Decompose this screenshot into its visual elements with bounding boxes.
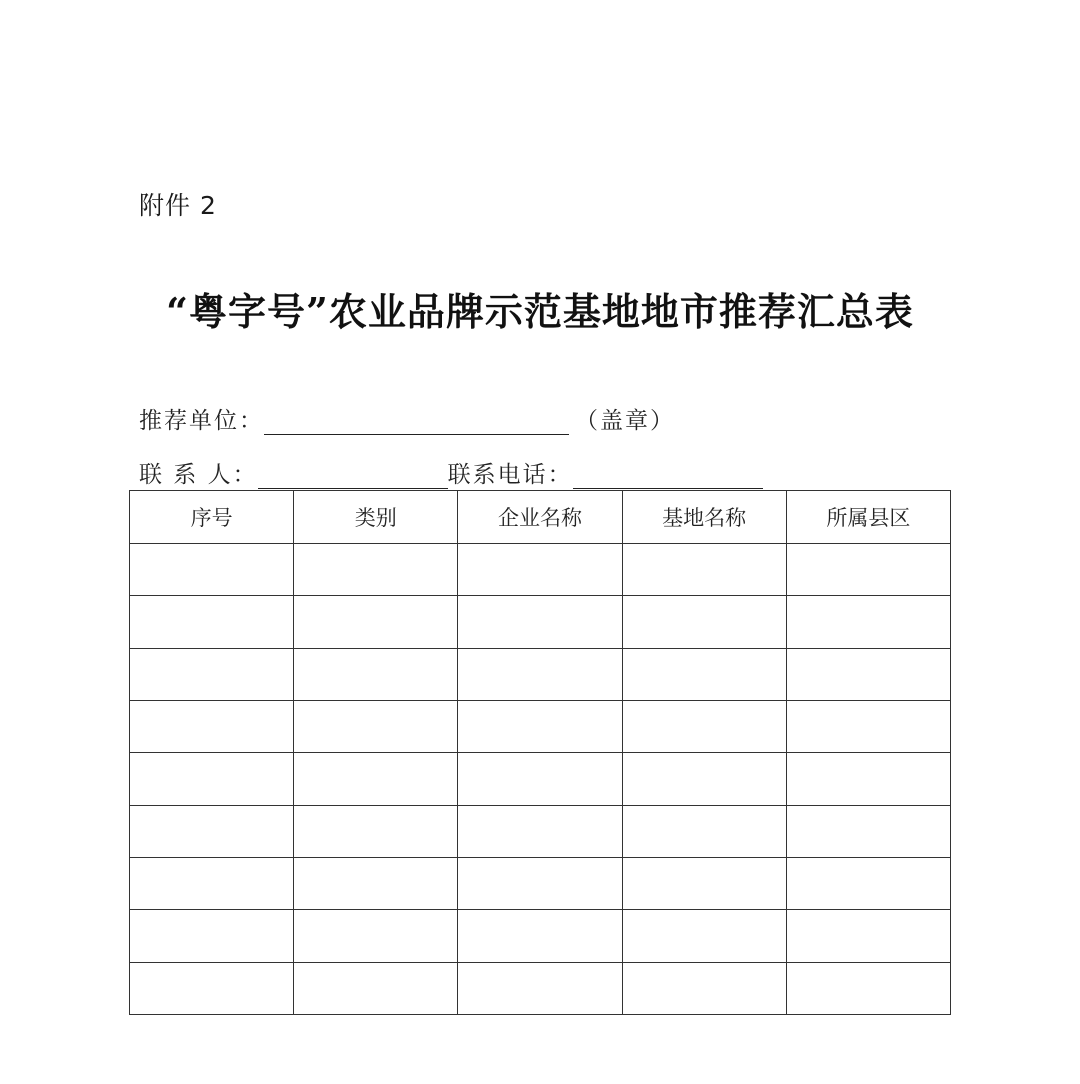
table-cell[interactable]	[622, 962, 786, 1014]
table-cell[interactable]	[622, 596, 786, 648]
table-cell[interactable]	[130, 596, 294, 648]
table-cell[interactable]	[294, 648, 458, 700]
table-cell[interactable]	[786, 910, 950, 962]
table-cell[interactable]	[294, 857, 458, 909]
recommending-unit-row	[139, 402, 675, 435]
table-cell[interactable]	[130, 544, 294, 596]
table-cell[interactable]	[294, 962, 458, 1014]
attachment-label: 附件 2	[139, 191, 217, 220]
summary-table	[129, 490, 951, 1015]
table-cell[interactable]	[786, 544, 950, 596]
table-cell[interactable]	[786, 962, 950, 1014]
table-row	[130, 910, 951, 962]
table-cell[interactable]	[294, 910, 458, 962]
table-cell[interactable]	[786, 596, 950, 648]
table-cell[interactable]	[294, 700, 458, 752]
table-row	[130, 648, 951, 700]
contact-person-field[interactable]	[258, 462, 448, 489]
table-cell[interactable]	[458, 910, 622, 962]
table-cell[interactable]	[294, 544, 458, 596]
contact-row	[139, 456, 763, 489]
header-serial-number: 序号	[130, 491, 294, 544]
table-cell[interactable]	[458, 648, 622, 700]
seal-note: （盖章）	[575, 408, 675, 434]
table-cell[interactable]	[622, 700, 786, 752]
table-row	[130, 596, 951, 648]
table-cell[interactable]	[130, 753, 294, 805]
table-cell[interactable]	[130, 962, 294, 1014]
table-cell[interactable]	[622, 805, 786, 857]
header-base-name: 基地名称	[622, 491, 786, 544]
table-cell[interactable]	[458, 962, 622, 1014]
table-cell[interactable]	[130, 700, 294, 752]
recommending-unit-field[interactable]	[264, 408, 569, 435]
table-cell[interactable]	[130, 648, 294, 700]
table-cell[interactable]	[786, 857, 950, 909]
table-cell[interactable]	[786, 700, 950, 752]
table-cell[interactable]	[786, 648, 950, 700]
table-cell[interactable]	[458, 544, 622, 596]
table-cell[interactable]	[786, 753, 950, 805]
table-cell[interactable]	[130, 857, 294, 909]
table-cell[interactable]	[622, 910, 786, 962]
table-header-row	[130, 491, 951, 544]
table-cell[interactable]	[458, 753, 622, 805]
table-cell[interactable]	[458, 700, 622, 752]
table-cell[interactable]	[622, 544, 786, 596]
table-row	[130, 544, 951, 596]
table-cell[interactable]	[622, 648, 786, 700]
table-cell[interactable]	[294, 596, 458, 648]
table-row	[130, 857, 951, 909]
contact-phone-field[interactable]	[573, 462, 763, 489]
header-county-district: 所属县区	[786, 491, 950, 544]
contact-person-label: 联 系 人：	[139, 462, 258, 488]
table-cell[interactable]	[622, 753, 786, 805]
table-row	[130, 962, 951, 1014]
header-category: 类别	[294, 491, 458, 544]
header-enterprise-name: 企业名称	[458, 491, 622, 544]
table-cell[interactable]	[130, 910, 294, 962]
table-cell[interactable]	[294, 805, 458, 857]
table-cell[interactable]	[458, 857, 622, 909]
table-row	[130, 753, 951, 805]
table-cell[interactable]	[130, 805, 294, 857]
table-body	[130, 544, 951, 1015]
table-row	[130, 805, 951, 857]
table-cell[interactable]	[458, 596, 622, 648]
table-row	[130, 700, 951, 752]
table-cell[interactable]	[294, 753, 458, 805]
table-cell[interactable]	[458, 805, 622, 857]
table-cell[interactable]	[786, 805, 950, 857]
table-cell[interactable]	[622, 857, 786, 909]
recommending-unit-label: 推荐单位：	[139, 408, 264, 434]
contact-phone-label: 联系电话：	[447, 462, 573, 488]
page-title: “粤字号”农业品牌示范基地地市推荐汇总表	[166, 289, 914, 334]
